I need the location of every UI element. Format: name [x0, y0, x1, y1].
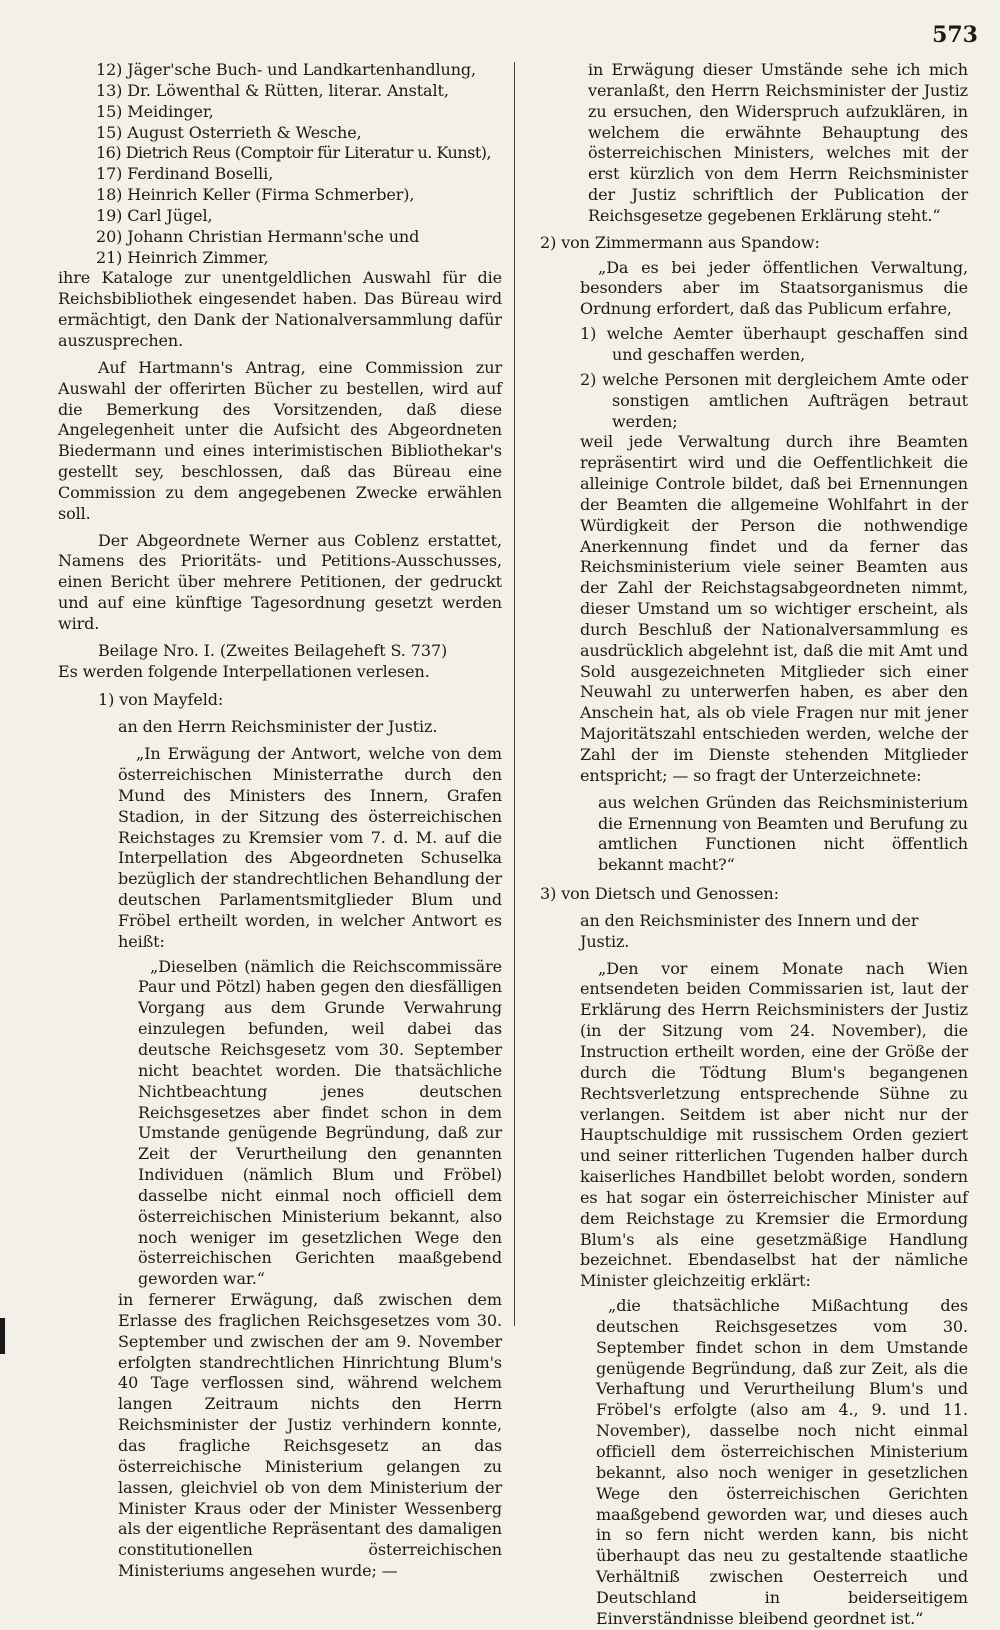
- list-item: 19) Carl Jügel,: [96, 205, 213, 225]
- interpellations-intro: Es werden folgende Interpellationen verlesen.: [58, 661, 430, 681]
- interpellation-3-text: „Den vor einem Monate nach Wien entsendeten beiden Commissarien ist, laut der Erklärung des Herrn Reichsministers der Justiz (in der Sitzung vom 24. November), die Instruction ertheilt worden, eine der Größe der durch die Tödtung Blum's begangenen Rechtsverletzung entsprechende Sühne zu verlangen. Seitdem ist aber nicht nur der Hauptschuldige mit russischem Orden geziert und seiner ritterlichen Tugenden halber durch kaiserliches Handbillet belobt worden, sondern es hat sogar ein österreichischer Minister auf dem Reichstage zu Kremsier die Ermordung Blum's als eine gesetzmäßige Handlung bezeichnet. Ebendaselbst hat der nämliche Minister gleichzeitig erklärt:: [580, 958, 968, 1291]
- interpellation-1-heading: 1) von Mayfeld:: [98, 690, 224, 710]
- interpellation-2-body: weil jede Verwaltung durch ihre Beamten repräsentirt wird und die Oeffentlichkeit die alleinige Controle bildet, daß bei Ernennungen der Beamten die allgemeine Wohlfahrt in der Würdigkeit der Person die nothwendige Anerkennung findet und da ferner das Reichsministerium viele seiner Beamten aus der Zahl der Reichstagsabgeordneten nimmt, dieser Umstand um so wichtiger erscheint, als durch Beschluß der Nationalversammlung es ausdrücklich abgelehnt ist, daß die mit Amt und Sold ausgezeichneten Mitglieder sich einer Neuwahl zu unterwerfen haben, es aber den Anschein hat, als ob viele Fragen nur mit jener Majoritätszahl entschieden werden, welche der Zahl der im Dienste stehenden Mitglieder entspricht; — so fragt der Unterzeichnete:: [580, 432, 968, 785]
- beilage-reference: Beilage Nro. I. (Zweites Beilageheft S. 737): [98, 640, 448, 660]
- interpellation-1-conclusion: in Erwägung dieser Umstände sehe ich mich veranlaßt, den Herrn Reichsminister der Justiz zu ersuchen, den Widerspruch aufzuklären, in welchem die erwähnte Behauptung des österreichischen Ministers, welches mit der erst kürzlich von dem Herrn Reichsminister der Justiz schriftlich der Publication der Reichsgesetze gegebenen Erklärung steht.“: [588, 60, 968, 225]
- interpellation-1-addressee: an den Herrn Reichsminister der Justiz.: [118, 717, 438, 737]
- left-column: [58, 60, 502, 1582]
- interpellation-3-addressee: an den Reichsminister des Innern und der Justiz.: [580, 910, 919, 951]
- interpellation-1-text: „In Erwägung der Antwort, welche von dem österreichischen Ministerrathe durch den Mund des Ministers des Innern, Grafen Stadion, in der Sitzung des österreichischen Reichstages zu Kremsier vom 7. d. M. auf die Interpellation des Abgeordneten Schuselka bezüglich der standrechtlichen Behandlung der deutschen Parlamentsmitglieder Blum und Fröbel ertheilt worden, in welcher Antwort es heißt:: [118, 744, 502, 951]
- list-item: 17) Ferdinand Boselli,: [96, 164, 274, 184]
- right-column: [540, 60, 968, 1630]
- interpellation-1-quotation: „Dieselben (nämlich die Reichscommissäre Paur und Pötzl) haben gegen den diesfälligen Vorgang aus dem Grunde Verwahrung einzulegen befunden, weil dabei das deutsche Reichsgesetz vom 30. September nicht beachtet worden. Die thatsächliche Nichtbeachtung jenes deutschen Reichsgesetzes aber findet schon in dem Umstande genügende Begründung, daß zur Zeit der Verurtheilung den genannten Individuen (nämlich Blum und Fröbel) dasselbe nicht einmal noch officiell dem österreichischen Ministerium bekannt, also noch weniger im gesetzlichen Wege den österreichischen Gerichten maaßgebend geworden war.“: [138, 956, 502, 1289]
- interpellation-2-heading: 2) von Zimmermann aus Spandow:: [540, 232, 820, 252]
- werner-paragraph: Der Abgeordnete Werner aus Coblenz erstattet, Namens des Prioritäts- und Petitions-Ausschusses, einen Bericht über mehrere Petitionen, der gedruckt und auf eine künftige Tagesordnung gesetzt werden wird.: [58, 530, 502, 633]
- list-item: 16) Dietrich Reus (Comptoir für Literatur u. Kunst),: [96, 143, 492, 163]
- list-item: 20) Johann Christian Hermann'sche und: [96, 226, 420, 246]
- list-item: 15) August Osterrieth & Wesche,: [96, 122, 362, 142]
- list-item: 13) Dr. Löwenthal & Rütten, literar. Anstalt,: [96, 80, 449, 100]
- hartmann-paragraph: Auf Hartmann's Antrag, eine Commission zur Auswahl der offerirten Bücher zu bestellen, wird auf die Bemerkung des Vorsitzenden, daß diese Angelegenheit unter die Aufsicht des Abgeordneten Biedermann und eines interimistischen Bibliothekar's gestellt sey, beschlossen, daß das Büreau eine Commission zu dem angegebenen Zwecke erwählen soll.: [58, 357, 502, 523]
- page-number: 573: [932, 22, 978, 48]
- interpellation-2-point-2: 2) welche Personen mit dergleichem Amte oder sonstigen amtlichen Aufträgen betraut werden;: [580, 369, 968, 431]
- catalogue-paragraph: ihre Kataloge zur unentgeldlichen Auswahl für die Reichsbibliothek eingesendet haben. Das Büreau wird ermächtigt, den Dank der Nationalversammlung dafür auszusprechen.: [58, 268, 502, 350]
- interpellation-3-quotation: „die thatsächliche Mißachtung des deutschen Reichsgesetzes vom 30. September findet schon in dem Umstande genügende Begründung, daß zur Zeit, als die Verhaftung und Verurtheilung Blum's und Fröbel's erfolgte (also am 4., 9. und 11. November), dasselbe noch nicht einmal officiell dem österreichischen Ministerium bekannt, also noch weniger in gesetzlichen Wege den österreichischen Gerichten maaßgebend geworden war, und dieses auch in so fern nicht werden kann, bis nicht überhaupt das neu zu gestaltende staatliche Verhältniß zwischen Oesterreich und Deutschland in beiderseitigem Einverständnisse bleibend geordnet ist.“: [596, 1296, 968, 1628]
- list-item: 21) Heinrich Zimmer,: [96, 247, 269, 267]
- interpellation-2-text: „Da es bei jeder öffentlichen Verwaltung, besonders aber im Staatsorganismus die Ordnung erfordert, daß das Publicum erfahre,: [580, 257, 968, 319]
- interpellation-2-question: aus welchen Gründen das Reichsministerium die Ernennung von Beamten und Berufung zu amtlichen Functionen nicht öffentlich bekannt macht?“: [598, 792, 968, 875]
- list-item: 12) Jäger'sche Buch- und Landkartenhandlung,: [96, 60, 477, 79]
- interpellation-1-continuation: in fernerer Erwägung, daß zwischen dem Erlasse des fraglichen Reichsgesetzes vom 30. September und zwischen der am 9. November erfolgten standrechtlichen Hinrichtung Blum's 40 Tage verflossen sind, während welchem langen Zeitraum nichts den Herrn Reichsminister der Justiz verhindern konnte, das fragliche Reichsgesetz an das österreichische Ministerium gelangen zu lassen, gleichviel ob von dem Ministerium der Minister Kraus oder der Minister Wessenberg als der eigentliche Repräsentant des damaligen constitutionellen österreichischen Ministeriums angesehen wurde; —: [118, 1290, 502, 1581]
- interpellation-3-heading: 3) von Dietsch und Genossen:: [540, 884, 779, 904]
- list-item: 15) Meidinger,: [96, 101, 214, 121]
- interpellation-2-point-1: 1) welche Aemter überhaupt geschaffen sind und geschaffen werden,: [580, 324, 968, 364]
- list-item: 18) Heinrich Keller (Firma Schmerber),: [96, 185, 415, 205]
- column-divider: [514, 62, 515, 1326]
- scan-edge-mark: [0, 1318, 5, 1354]
